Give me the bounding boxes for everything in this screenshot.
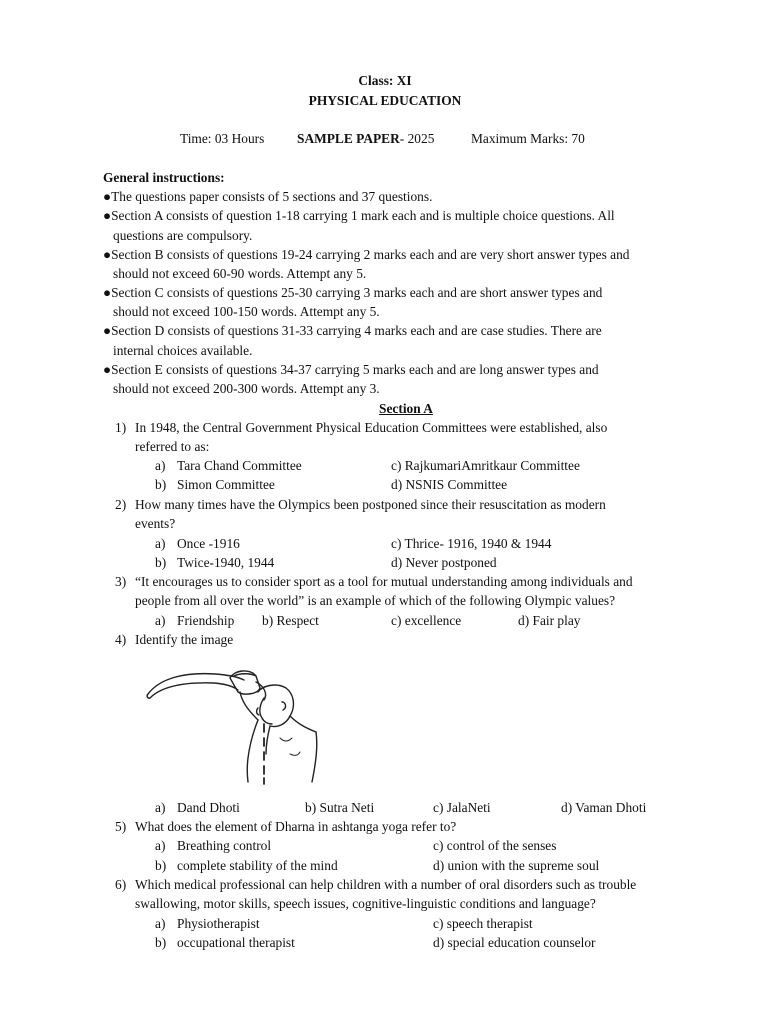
option-text: d) Vaman Dhoti xyxy=(561,800,647,815)
option-text: d) Fair play xyxy=(518,613,581,628)
time-info: Time: 03 Hours xyxy=(180,131,265,146)
section-a-title: Section A xyxy=(379,401,433,416)
option-label: a) xyxy=(155,916,166,931)
question-number: 6) xyxy=(115,877,127,892)
option-text: complete stability of the mind xyxy=(177,858,338,873)
max-marks: Maximum Marks: 70 xyxy=(471,131,585,146)
instruction-line: ●Section D consists of questions 31-33 carrying 4 marks each and are case studies. There are xyxy=(103,323,602,338)
option-text: d) Never postponed xyxy=(391,555,497,570)
paper-year: - 2025 xyxy=(399,131,435,146)
instruction-line: should not exceed 200-300 words. Attempt any 3. xyxy=(113,381,380,396)
option-text: Physiotherapist xyxy=(177,916,260,931)
question-text: swallowing, motor skills, speech issues, cognitive-linguistic conditions and language? xyxy=(135,896,596,911)
paper-title-bold: SAMPLE PAPER xyxy=(297,131,400,146)
option-label: a) xyxy=(155,458,166,473)
jala-neti-illustration xyxy=(140,658,330,788)
question-text: How many times have the Olympics been postponed since their resuscitation as modern xyxy=(135,497,606,512)
option-label: a) xyxy=(155,536,166,551)
option-text: Breathing control xyxy=(177,838,272,853)
option-text: Twice-1940, 1944 xyxy=(177,555,275,570)
option-label: a) xyxy=(155,613,166,628)
option-text: d) union with the supreme soul xyxy=(433,858,600,873)
option-text: b) Respect xyxy=(262,613,319,628)
question-number: 2) xyxy=(115,497,127,512)
instruction-line: ●Section C consists of questions 25-30 carrying 3 marks each and are short answer types and xyxy=(103,285,603,300)
option-text: c) JalaNeti xyxy=(433,800,491,815)
question-text: referred to as: xyxy=(135,439,210,454)
option-label: b) xyxy=(155,477,167,492)
paper-title xyxy=(297,131,434,147)
option-label: b) xyxy=(155,858,167,873)
option-label: b) xyxy=(155,935,167,950)
option-label: a) xyxy=(155,838,166,853)
option-text: c) excellence xyxy=(391,613,462,628)
option-text: d) NSNIS Committee xyxy=(391,477,508,492)
instruction-line: ●Section A consists of question 1-18 carrying 1 mark each and is multiple choice questions. All xyxy=(103,208,615,223)
question-number: 3) xyxy=(115,574,127,589)
question-text: “It encourages us to consider sport as a tool for mutual understanding among individuals and xyxy=(135,574,633,589)
class-heading: Class: XI xyxy=(358,73,412,88)
option-text: c) control of the senses xyxy=(433,838,557,853)
option-text: b) Sutra Neti xyxy=(305,800,375,815)
option-text: occupational therapist xyxy=(177,935,295,950)
instruction-line: internal choices available. xyxy=(113,343,253,358)
instruction-line: questions are compulsory. xyxy=(113,228,253,243)
option-text: Friendship xyxy=(177,613,235,628)
question-number: 1) xyxy=(115,420,127,435)
question-text: people from all over the world” is an example of which of the following Olympic values? xyxy=(135,593,616,608)
option-label: a) xyxy=(155,800,166,815)
option-text: Simon Committee xyxy=(177,477,275,492)
question-number: 4) xyxy=(115,632,127,647)
subject-heading: PHYSICAL EDUCATION xyxy=(308,93,462,108)
instruction-line: should not exceed 100-150 words. Attempt any 5. xyxy=(113,304,380,319)
question-text: Which medical professional can help children with a number of oral disorders such as trouble xyxy=(135,877,637,892)
instruction-line: should not exceed 60-90 words. Attempt any 5. xyxy=(113,266,367,281)
question-text: In 1948, the Central Government Physical Education Committees were established, also xyxy=(135,420,608,435)
instructions-title: General instructions: xyxy=(103,170,225,185)
question-text: Identify the image xyxy=(135,632,234,647)
option-label: b) xyxy=(155,555,167,570)
question-text: events? xyxy=(135,516,176,531)
option-text: Dand Dhoti xyxy=(177,800,240,815)
instruction-line: ●Section E consists of questions 34-37 carrying 5 marks each and are long answer types and xyxy=(103,362,599,377)
question-number: 5) xyxy=(115,819,127,834)
option-text: d) special education counselor xyxy=(433,935,596,950)
option-text: c) Thrice- 1916, 1940 & 1944 xyxy=(391,536,552,551)
instruction-line: ●Section B consists of questions 19-24 carrying 2 marks each and are very short answer types and xyxy=(103,247,630,262)
option-text: Once -1916 xyxy=(177,536,240,551)
question-text: What does the element of Dharna in ashtanga yoga refer to? xyxy=(135,819,457,834)
option-text: c) speech therapist xyxy=(433,916,533,931)
option-text: c) RajkumariAmritkaur Committee xyxy=(391,458,580,473)
option-text: Tara Chand Committee xyxy=(177,458,302,473)
instruction-line: ●The questions paper consists of 5 sections and 37 questions. xyxy=(103,189,433,204)
